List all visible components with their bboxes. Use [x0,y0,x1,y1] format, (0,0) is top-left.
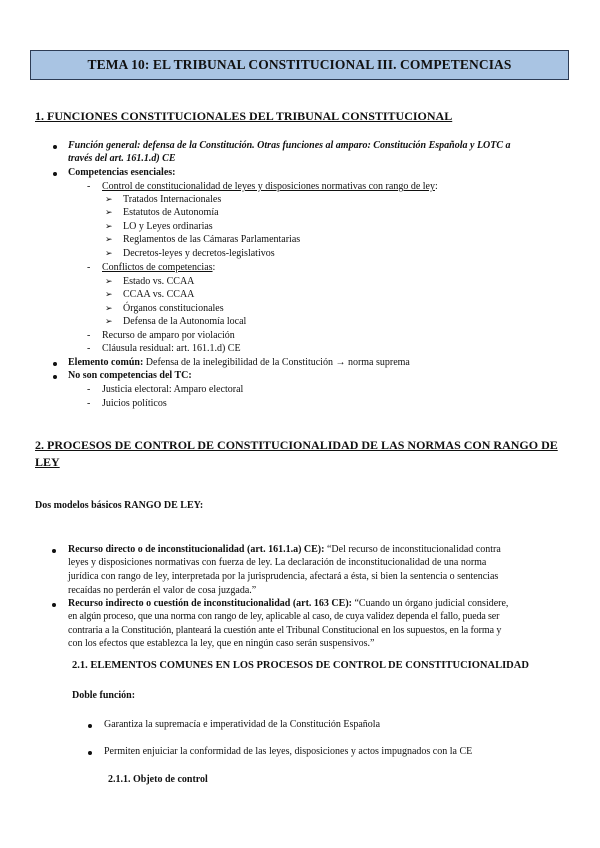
conflictos-item: Órganos constitucionales [123,303,224,314]
elemento-comun-label: Elemento común: [68,357,144,368]
no-son-item: Justicia electoral: Amparo electoral [102,384,244,395]
elemento-comun [68,356,410,369]
arrow-marker: ➢ [105,207,113,217]
recurso-amparo: Recurso de amparo por violación [102,330,235,341]
funcion-general-line-2: través del art. 161.1.d) CE [68,153,176,164]
doble-funcion-item: Garantiza la supremacía e imperatividad de la Constitución Española [104,719,381,730]
doble-funcion-label: Doble función: [72,690,136,701]
arrow-marker: ➢ [105,276,113,286]
funcion-general-line-1: Función general: defensa de la Constitución. Otras funciones al amparo: Constitución Española y LOTC a [68,140,511,151]
conflictos-label: Conflictos de competencias: [102,262,216,273]
arrow-marker: ➢ [105,234,113,244]
control-item: Reglamentos de las Cámaras Parlamentarias [123,234,301,245]
bullet [52,603,56,607]
section-2-heading-line-1: 2. PROCESOS DE CONTROL DE CONSTITUCIONALIDAD DE LAS NORMAS CON RANGO DE [35,438,558,452]
recurso-directo-line-2: leyes y disposiciones normativas con fuerza de ley. La declaración de inconstitucionalidad de una norma [68,557,487,568]
conflictos-item: Estado vs. CCAA [123,276,195,287]
arrow-marker: ➢ [105,316,113,326]
arrow-marker: ➢ [105,303,113,313]
section-2-heading-line-2: LEY [35,455,60,469]
dash-marker: - [87,262,91,273]
recurso-directo-line-3: jurídica con rango de ley, interpretada por la jurisprudencia, afectará a ésta, si bien la sentencia o sentencias [68,571,499,582]
elemento-comun-text: Defensa de la inelegibilidad de la Constitución → norma suprema [143,357,410,368]
competencias-label: Competencias esenciales: [68,167,176,178]
bullet [53,375,57,379]
recurso-indirecto-line-4: con los efectos que establezca la ley, que en ningún caso serán suspensivos.” [68,638,375,649]
recurso-directo-label: Recurso directo o de inconstitucionalidad (art. 161.1.a) CE): [68,544,325,555]
subsection-2-1-heading: 2.1. ELEMENTOS COMUNES EN LOS PROCESOS DE CONTROL DE CONSTITUCIONALIDAD [72,660,529,671]
conflictos-item: Defensa de la Autonomía local [123,316,247,327]
control-item: Estatutos de Autonomía [123,207,219,218]
control-item: Tratados Internacionales [123,194,222,205]
control-label: Control de constitucionalidad de leyes y disposiciones normativas con rango de ley: [102,181,438,192]
bullet [88,751,92,755]
no-son-label: No son competencias del TC: [68,370,192,381]
dash-marker: - [87,330,91,341]
control-item: Decretos-leyes y decretos-legislativos [123,248,275,259]
modelos-label: Dos modelos básicos RANGO DE LEY: [35,500,204,511]
arrow-marker: ➢ [105,194,113,204]
bullet [53,362,57,366]
recurso-indirecto-line-2: en algún proceso, que una norma con rango de ley, aplicable al caso, de cuya validez dependa el fallo, pueda ser [68,611,500,622]
arrow-marker: ➢ [105,248,113,258]
page-title: TEMA 10: EL TRIBUNAL CONSTITUCIONAL III. COMPETENCIAS [30,50,569,80]
bullet [53,145,57,149]
doble-funcion-item: Permiten enjuiciar la conformidad de las leyes, disposiciones y actos impugnados con la CE [104,746,473,757]
arrow-marker: ➢ [105,221,113,231]
arrow-marker: ➢ [105,289,113,299]
recurso-directo-line-4: recaídas no perderán el valor de cosa juzgada.” [68,585,257,596]
no-son-item: Juicios políticos [102,398,167,409]
clausula-residual: Cláusula residual: art. 161.1.d) CE [102,343,241,354]
recurso-indirecto-text: “Cuando un órgano judicial considere, [351,598,509,609]
dash-marker: - [87,398,91,409]
recurso-directo-text: “Del recurso de inconstitucionalidad contra [324,544,501,555]
recurso-directo-line-1 [68,543,501,556]
control-item: LO y Leyes ordinarias [123,221,213,232]
dash-marker: - [87,384,91,395]
recurso-indirecto-line-3: contraria a la Constitución, planteará la cuestión ante el Tribunal Constitucional en los supuestos, en la forma y [68,625,502,636]
subsection-2-1-1-heading: 2.1.1. Objeto de control [108,774,208,785]
bullet [88,724,92,728]
control-label-text: Control de constitucionalidad de leyes y disposiciones normativas con rango de ley [102,181,435,192]
bullet [52,549,56,553]
bullet [53,172,57,176]
conflictos-label-text: Conflictos de competencias [102,262,213,273]
conflictos-item: CCAA vs. CCAA [123,289,195,300]
section-1-heading: 1. FUNCIONES CONSTITUCIONALES DEL TRIBUNAL CONSTITUCIONAL [35,109,453,123]
recurso-indirecto-line-1 [68,597,508,610]
dash-marker: - [87,181,91,192]
recurso-indirecto-label: Recurso indirecto o cuestión de inconstitucionalidad (art. 163 CE): [68,598,352,609]
dash-marker: - [87,343,91,354]
